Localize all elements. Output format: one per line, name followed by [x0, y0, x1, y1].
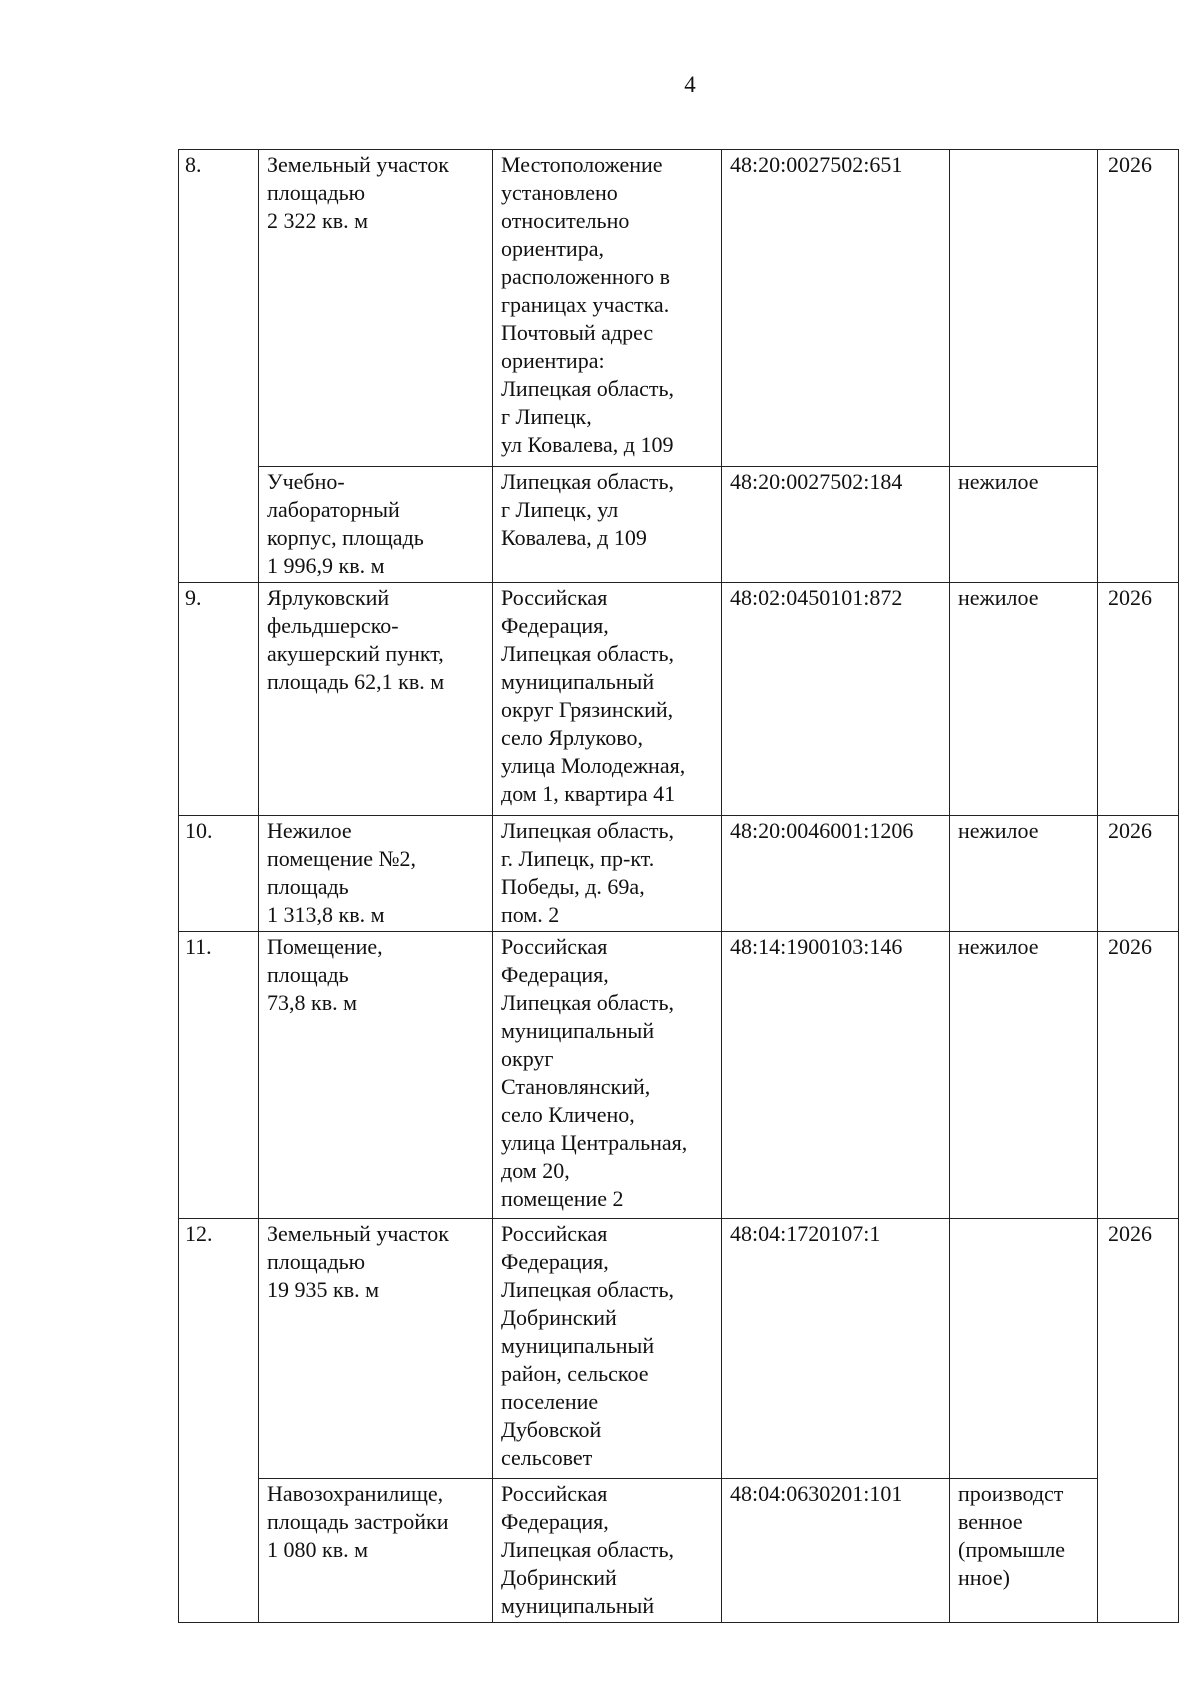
year: 2026: [1098, 583, 1179, 816]
cadastral-number: 48:20:0027502:184: [722, 467, 950, 583]
object-purpose: нежилое: [950, 583, 1098, 816]
object-name: Нежилое помещение №2, площадь 1 313,8 кв. м: [259, 816, 493, 932]
cadastral-number: 48:02:0450101:872: [722, 583, 950, 816]
row-number: 9.: [179, 583, 259, 816]
table-row: [179, 150, 1179, 467]
table-row: [179, 932, 1179, 1219]
property-table: [178, 149, 1179, 1623]
cadastral-number: 48:04:1720107:1: [722, 1219, 950, 1479]
table-row: [179, 467, 1179, 583]
object-purpose: нежилое: [950, 932, 1098, 1219]
object-name: Ярлуковский фельдшерско- акушерский пункт, площадь 62,1 кв. м: [259, 583, 493, 816]
year: 2026: [1098, 1219, 1179, 1623]
year: 2026: [1098, 816, 1179, 932]
object-purpose: производст венное (промышле нное): [950, 1479, 1098, 1623]
object-name: Учебно- лабораторный корпус, площадь 1 996,9 кв. м: [259, 467, 493, 583]
object-name: Земельный участок площадью 19 935 кв. м: [259, 1219, 493, 1479]
object-address: Российская Федерация, Липецкая область, Добринский муниципальный район, сельское поселение Дубовской сельсовет: [493, 1219, 722, 1479]
table-row: [179, 816, 1179, 932]
object-name: Земельный участок площадью 2 322 кв. м: [259, 150, 493, 467]
object-purpose: нежилое: [950, 816, 1098, 932]
object-name: Навозохранилище, площадь застройки 1 080 кв. м: [259, 1479, 493, 1623]
object-address: Местоположение установлено относительно ориентира, расположенного в границах участка. Почтовый адрес ориентира: Липецкая область, г Липецк, ул Ковалева, д 109: [493, 150, 722, 467]
year: 2026: [1098, 150, 1179, 583]
cadastral-number: 48:04:0630201:101: [722, 1479, 950, 1623]
object-address: Российская Федерация, Липецкая область, муниципальный округ Грязинский, село Ярлуково, улица Молодежная, дом 1, квартира 41: [493, 583, 722, 816]
table-row: [179, 583, 1179, 816]
row-number: 10.: [179, 816, 259, 932]
row-number: 12.: [179, 1219, 259, 1623]
table-row: [179, 1219, 1179, 1479]
cadastral-number: 48:20:0046001:1206: [722, 816, 950, 932]
object-address: Липецкая область, г Липецк, ул Ковалева, д 109: [493, 467, 722, 583]
object-purpose: [950, 1219, 1098, 1479]
table-row: [179, 1479, 1179, 1623]
page-number: 4: [684, 72, 696, 97]
object-address: Российская Федерация, Липецкая область, муниципальный округ Становлянский, село Кличено, улица Центральная, дом 20, помещение 2: [493, 932, 722, 1219]
row-number: 11.: [179, 932, 259, 1219]
object-purpose: [950, 150, 1098, 467]
object-purpose: нежилое: [950, 467, 1098, 583]
cadastral-number: 48:14:1900103:146: [722, 932, 950, 1219]
row-number: 8.: [179, 150, 259, 583]
cadastral-number: 48:20:0027502:651: [722, 150, 950, 467]
object-name: Помещение, площадь 73,8 кв. м: [259, 932, 493, 1219]
object-address: Российская Федерация, Липецкая область, Добринский муниципальный: [493, 1479, 722, 1623]
object-address: Липецкая область, г. Липецк, пр-кт. Победы, д. 69а, пом. 2: [493, 816, 722, 932]
year: 2026: [1098, 932, 1179, 1219]
